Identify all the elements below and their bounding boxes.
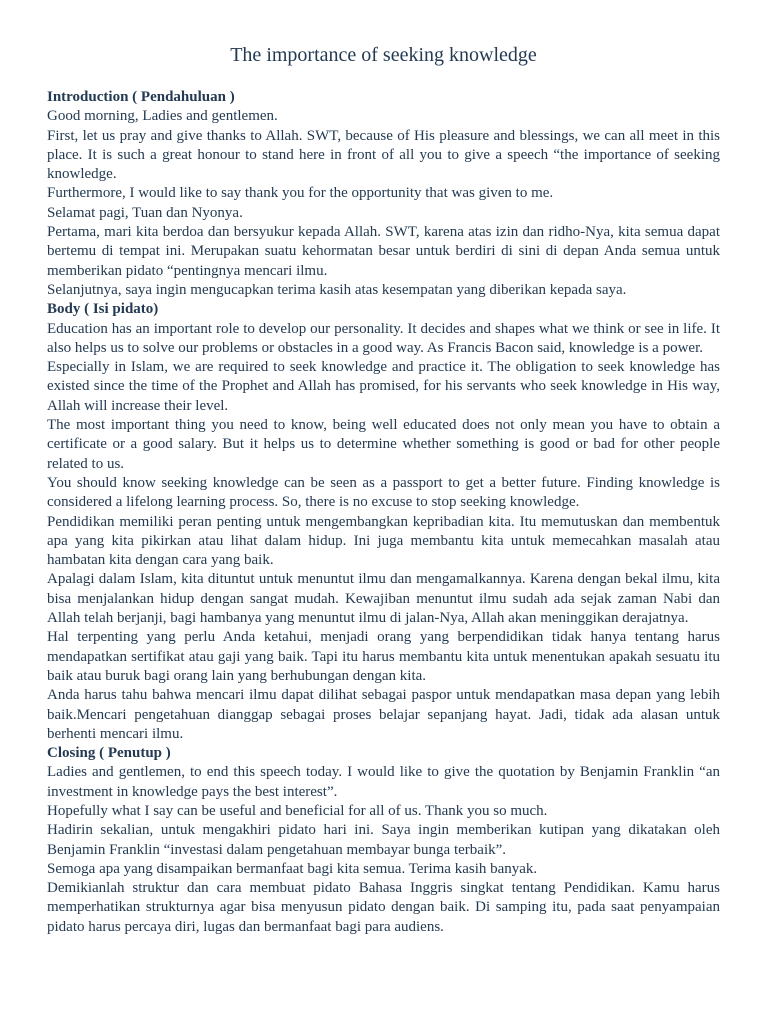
section-heading-body: Body ( Isi pidato): [47, 301, 159, 318]
paragraph: Apalagi dalam Islam, kita dituntut untuk menuntut ilmu dan mengamalkannya. Karena dengan bekal ilmu, kita bisa menjalankan hidup dengan sangat mudah. Kewajiban menuntut ilmu sudah ada sejak zaman Nabi dan Allah telah berjanji, bagi hambanya yang menuntut ilmu di jalan-Nya, Allah akan meninggikan derajatnya.: [47, 571, 720, 627]
document-page: [47, 42, 720, 937]
paragraph: The most important thing you need to know, being well educated does not only mean you have to obtain a certificate or a good salary. But it helps us to determine whether something is good or bad for other people related to us.: [47, 417, 720, 472]
document-title: The importance of seeking knowledge: [230, 44, 537, 66]
paragraph: Pendidikan memiliki peran penting untuk mengembangkan kepribadian kita. Itu memutuskan dan membentuk apa yang kita pikirkan atau lihat dalam hidup. Ini juga membantu kita untuk memecahkan masalah atau hambatan kita dengan cara yang baik.: [47, 513, 720, 569]
paragraph: Especially in Islam, we are required to seek knowledge and practice it. The obligation to seek knowledge has existed since the time of the Prophet and Allah has promised, for his servants who seek knowledge in His way, Allah will increase their level.: [47, 359, 720, 414]
paragraph: Hadirin sekalian, untuk mengakhiri pidato hari ini. Saya ingin memberikan kutipan yang dikatakan oleh Benjamin Franklin “investasi dalam pengetahuan membayar bunga terbaik”.: [47, 822, 720, 858]
paragraph: Education has an important role to develop our personality. It decides and shapes what we think or see in life. It also helps us to solve our problems or obstacles in a good way. As Francis Bacon said, knowledge is a power.: [47, 320, 720, 356]
paragraph: Demikianlah struktur dan cara membuat pidato Bahasa Inggris singkat tentang Pendidikan. Kamu harus memperhatikan strukturnya agar bisa menyusun pidato dengan baik. Di samping itu, pada saat penyampaian pidato harus percaya diri, lugas dan bermanfaat bagi para audiens.: [47, 880, 720, 935]
paragraph: Hal terpenting yang perlu Anda ketahui, menjadi orang yang berpendidikan tidak hanya tentang harus mendapatkan sertifikat atau gaji yang baik. Tapi itu harus membantu kita untuk menentukan apakah sesuatu itu baik atau buruk bagi orang lain yang berhubungan dengan kita.: [47, 629, 720, 684]
paragraph: Semoga apa yang disampaikan bermanfaat bagi kita semua. Terima kasih banyak.: [47, 860, 538, 877]
paragraph: Selamat pagi, Tuan dan Nyonya.: [47, 204, 243, 221]
paragraph: Furthermore, I would like to say thank you for the opportunity that was given to me.: [47, 185, 554, 202]
paragraph: Hopefully what I say can be useful and beneficial for all of us. Thank you so much.: [47, 802, 548, 819]
paragraph: You should know seeking knowledge can be seen as a passport to get a better future. Finding knowledge is considered a lifelong learning process. So, there is no excuse to stop seeking knowledge.: [47, 474, 720, 511]
paragraph: Anda harus tahu bahwa mencari ilmu dapat dilihat sebagai paspor untuk mendapatkan masa depan yang lebih baik.Mencari pengetahuan dianggap sebagai proses belajar sepanjang hayat. Jadi, tidak ada alasan untuk berhenti mencari ilmu.: [47, 687, 720, 742]
paragraph: First, let us pray and give thanks to Allah. SWT, because of His pleasure and blessings, we can all meet in this place. It is such a great honour to stand here in front of all you to give a speech “the importance of seeking knowledge.: [47, 127, 720, 183]
paragraph: Ladies and gentlemen, to end this speech today. I would like to give the quotation by Benjamin Franklin “an investment in knowledge pays the best interest”.: [47, 764, 720, 800]
paragraph: Pertama, mari kita berdoa dan bersyukur kepada Allah. SWT, karena atas izin dan ridho-Nya, kita semua dapat bertemu di tempat ini. Merupakan suatu kehormatan besar untuk berdiri di sini di depan Anda semua untuk memberikan pidato “pentingnya mencari ilmu.: [47, 224, 720, 279]
paragraph: Selanjutnya, saya ingin mengucapkan terima kasih atas kesempatan yang diberikan kepada saya.: [47, 281, 627, 298]
section-heading-introduction: Introduction ( Pendahuluan ): [47, 89, 235, 105]
paragraph: Good morning, Ladies and gentlemen.: [47, 108, 278, 125]
section-heading-closing: Closing ( Penutup ): [47, 745, 171, 762]
